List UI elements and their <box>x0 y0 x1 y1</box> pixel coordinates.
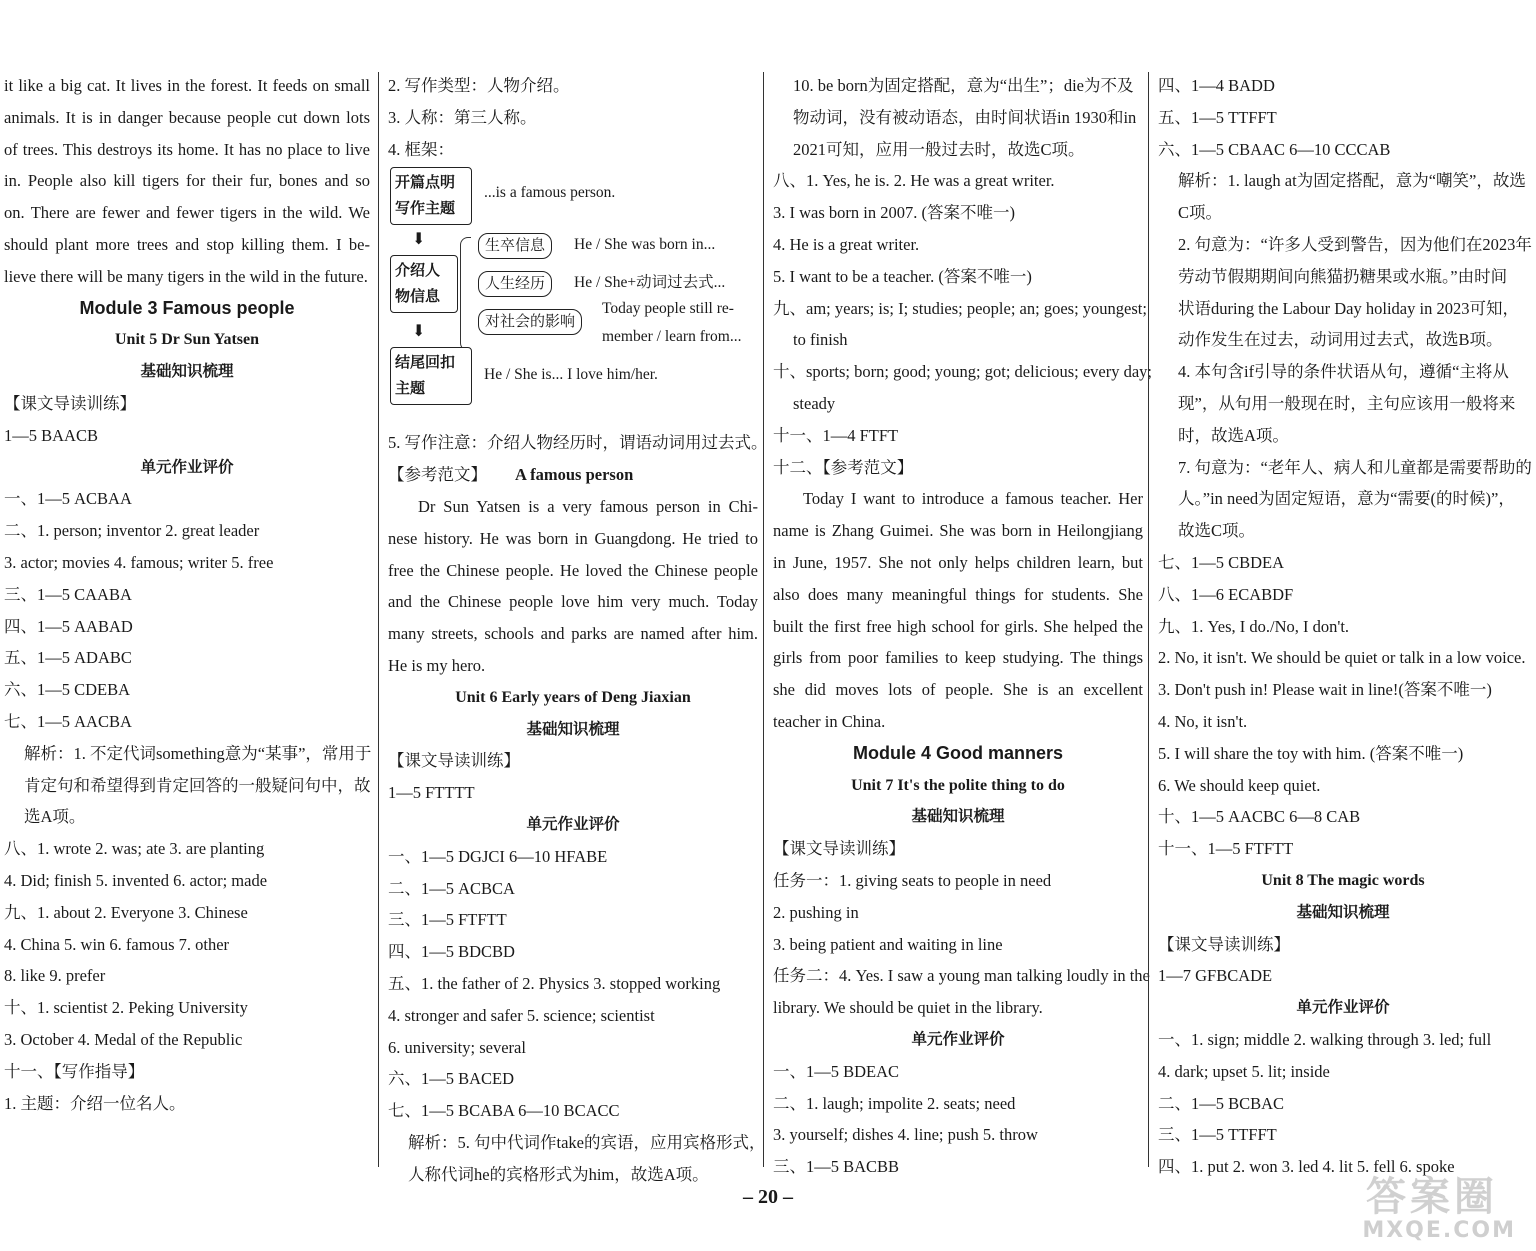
text-line: 十、1. scientist 2. Peking University <box>4 998 248 1018</box>
text-line: 4. 本句含if引导的条件状语从句，遵循“主将从 <box>1178 362 1509 382</box>
column-2 <box>388 70 768 1184</box>
section-heading: 单元作业评价 <box>911 1030 1005 1048</box>
column-divider <box>763 72 764 1167</box>
text-line: 3. Don't push in! Please wait in line!(答案不唯一) <box>1158 680 1492 700</box>
text-line: 解析：5. 句中代词作take的宾语，应用宾格形式， <box>408 1132 766 1152</box>
column-divider <box>1148 72 1149 1167</box>
text-line: built the first free high school for girls. She helped the <box>773 616 1143 636</box>
text-line: 三、1—5 CAABA <box>4 584 132 604</box>
text-line: 【课文导读训练】 <box>4 393 136 413</box>
text-line: 九、1. Yes, I do./No, I don't. <box>1158 616 1350 636</box>
framework-box-info: 介绍人物信息 <box>390 255 458 313</box>
text-line: 七、1—5 BCABA 6—10 BCACC <box>388 1101 620 1121</box>
text-line: Today I want to introduce a famous teacher. Her <box>803 489 1143 509</box>
column-1 <box>4 70 370 1170</box>
framework-box-ending: 结尾回扣主题 <box>390 347 472 405</box>
text-line: 【课文导读训练】 <box>773 839 905 859</box>
text-line: 十、1—5 AACBC 6—8 CAB <box>1158 807 1361 827</box>
text-line: 一、1—5 ACBAA <box>4 489 132 509</box>
text-line: 八、1. Yes, he is. 2. He was a great writer. <box>773 171 1055 191</box>
section-heading: 基础知识梳理 <box>526 720 620 738</box>
text-line: 任务二：4. Yes. I saw a young man talking loudly in the <box>773 966 1150 986</box>
text-line: in. People also kill tigers for their fur, bones and so <box>4 171 370 191</box>
text-line: 4. No, it isn't. <box>1158 711 1248 731</box>
reference-essay-title <box>388 459 758 491</box>
text-line: steady <box>793 393 836 413</box>
text-line: 2. No, it isn't. We should be quiet or talk in a low voice. <box>1158 648 1526 668</box>
text-line: 四、1. put 2. won 3. led 4. lit 5. fell 6. spoke <box>1158 1157 1455 1177</box>
text-line: 四、1—4 BADD <box>1158 76 1275 95</box>
text-line: lieve there will be many tigers in the wild in the future. <box>4 266 368 286</box>
text-line: should plant more trees and stop killing them. I be- <box>4 234 370 254</box>
text-line: 现”，从句用一般现在时，主句应该用一般将来 <box>1178 393 1516 413</box>
text-line: on. There are fewer and fewer tigers in the wild. We <box>4 203 370 223</box>
text-line: 4. He is a great writer. <box>773 234 920 254</box>
text-line: library. We should be quiet in the library. <box>773 998 1043 1018</box>
text-line: 任务一：1. giving seats to people in need <box>773 870 1052 890</box>
framework-pill-influence: 对社会的影响 <box>478 309 582 335</box>
page-number: – 20 – <box>743 1186 793 1208</box>
reference-label: 【参考范文】 <box>388 465 487 485</box>
section-heading: 单元作业评价 <box>140 458 234 476</box>
text-line: it like a big cat. It lives in the forest. It feeds on small <box>4 76 370 95</box>
text-line: 四、1—5 AABAD <box>4 616 133 636</box>
text-line: 三、1—5 TTFFT <box>1158 1125 1277 1145</box>
text-line: 4. China 5. win 6. famous 7. other <box>4 934 230 954</box>
framework-box-opening: 开篇点明写作主题 <box>390 167 472 225</box>
text-line: girls from poor families to keep studying. The things <box>773 648 1143 668</box>
text-line: 【课文导读训练】 <box>1158 934 1290 954</box>
text-line: nese history. He was born in Guangdong. He tried to <box>388 528 758 548</box>
text-line: 4. dark; upset 5. lit; inside <box>1158 1061 1330 1081</box>
text-line: 1—7 GFBCADE <box>1158 966 1273 986</box>
text-line: to finish <box>793 330 848 350</box>
text-line: 5. I want to be a teacher. (答案不唯一) <box>773 266 1032 286</box>
text-line: 状语during the Labour Day holiday in 2023可知， <box>1178 298 1519 318</box>
unit-heading: Unit 7 It's the polite thing to do <box>851 776 1065 794</box>
text-line: 九、1. about 2. Everyone 3. Chinese <box>4 902 248 922</box>
text-line: 六、1—5 CDEBA <box>4 680 131 700</box>
text-line: 人称代词he的宾格形式为him，故选A项。 <box>408 1164 709 1184</box>
text-line: 八、1. wrote 2. was; ate 3. are planting <box>4 839 265 859</box>
writing-framework-diagram <box>388 165 758 427</box>
text-line: 六、1—5 BACED <box>388 1069 515 1089</box>
text-line: 解析：1. laugh at为固定搭配，意为“嘲笑”，故选 <box>1178 171 1526 191</box>
text-line: 10. be born为固定搭配，意为“出生”；die为不及 <box>793 76 1134 95</box>
framework-life-sentence: He / She+动词过去式... <box>574 274 726 292</box>
text-line: of trees. This destroys its home. It has no place to live <box>4 139 370 159</box>
text-line: 选A项。 <box>24 807 86 827</box>
text-line: 七、1—5 CBDEA <box>1158 552 1285 572</box>
text-line: 十一、1—4 FTFT <box>773 425 899 445</box>
text-line: 五、1. the father of 2. Physics 3. stopped working <box>388 973 721 993</box>
framework-influence-sentence-1: Today people still re- <box>602 300 734 318</box>
text-line: 六、1—5 CBAAC 6—10 CCCAB <box>1158 139 1391 159</box>
text-line: 三、1—5 BACBB <box>773 1157 900 1177</box>
text-line: 2. 句意为：“许多人受到警告，因为他们在2023年 <box>1178 234 1532 254</box>
unit-heading: Unit 8 The magic words <box>1261 871 1425 889</box>
arrow-down-icon: ⬇ <box>412 323 426 341</box>
text-line: many streets, schools and parks are named after him. <box>388 624 758 644</box>
text-line: 8. like 9. prefer <box>4 966 106 986</box>
framework-opening-sentence: ...is a famous person. <box>484 184 616 202</box>
text-line: 十、sports; born; good; young; got; delicious; every day; <box>773 362 1153 382</box>
text-line: C项。 <box>1178 203 1223 223</box>
text-line: 一、1—5 BDEAC <box>773 1061 900 1081</box>
text-line: 【课文导读训练】 <box>388 751 520 771</box>
text-line: 二、1—5 ACBCA <box>388 878 515 898</box>
text-line: 3. I was born in 2007. (答案不唯一) <box>773 203 1015 223</box>
framework-pill-life: 人生经历 <box>478 271 552 297</box>
text-line: 二、1. laugh; impolite 2. seats; need <box>773 1093 1016 1113</box>
text-line: 4. 框架： <box>388 139 454 159</box>
text-line: 3. actor; movies 4. famous; writer 5. free <box>4 552 274 572</box>
module-heading: Module 4 Good manners <box>852 742 1064 763</box>
text-line: 二、1—5 BCBAC <box>1158 1093 1285 1113</box>
text-line: 2. 写作类型：人物介绍。 <box>388 76 570 95</box>
text-line: animals. It is in danger because people cut down lots <box>4 107 370 127</box>
text-line: name is Zhang Guimei. She was born in Heilongjiang <box>773 521 1143 541</box>
text-line: 十一、1—5 FTFTT <box>1158 839 1294 859</box>
text-line: 一、1—5 DGJCI 6—10 HFABE <box>388 846 608 866</box>
text-line: 1—5 FTTTT <box>388 783 475 803</box>
text-line: 6. university; several <box>388 1037 526 1057</box>
text-line: also does many meaningful things for students. She <box>773 584 1143 604</box>
text-line: 二、1. person; inventor 2. great leader <box>4 521 260 541</box>
text-line: 三、1—5 FTFTT <box>388 910 507 930</box>
text-line: she did moves lots of people. She is an excellent <box>773 680 1143 700</box>
module-heading: Module 3 Famous people <box>79 297 295 318</box>
text-line: 6. We should keep quiet. <box>1158 775 1321 795</box>
text-line: 故选C项。 <box>1178 521 1256 541</box>
watermark-text-en: MXQE.COM <box>1362 1218 1516 1243</box>
text-line: 2. pushing in <box>773 902 859 922</box>
text-line: 4. stronger and safer 5. science; scientist <box>388 1005 655 1025</box>
text-line: and the Chinese people love him very much. Today <box>388 592 758 612</box>
text-line: 7. 句意为：“老年人、病人和儿童都是需要帮助的 <box>1178 457 1532 477</box>
text-line: 十一、【写作指导】 <box>4 1061 145 1081</box>
text-line: 1. 主题：介绍一位名人。 <box>4 1093 186 1113</box>
text-line: in June, 1957. She not only helps children learn, but <box>773 552 1143 572</box>
section-heading: 基础知识梳理 <box>911 808 1005 826</box>
text-line: 3. October 4. Medal of the Republic <box>4 1029 243 1049</box>
text-line: 四、1—5 BDCBD <box>388 942 515 962</box>
column-4 <box>1158 70 1532 1177</box>
text-line: 4. Did; finish 5. invented 6. actor; made <box>4 870 268 890</box>
text-line: Dr Sun Yatsen is a very famous person in Chi- <box>418 496 758 516</box>
text-line: 3. being patient and waiting in line <box>773 934 1003 954</box>
framework-birth-sentence: He / She was born in... <box>574 236 716 254</box>
text-line: 1—5 BAACB <box>4 425 98 445</box>
unit-heading: Unit 6 Early years of Deng Jiaxian <box>455 688 691 706</box>
text-line: 3. 人称：第三人称。 <box>388 107 537 127</box>
text-line: 物动词，没有被动语态，由时间状语in 1930和in <box>793 107 1137 127</box>
framework-ending-sentence: He / She is... I love him/her. <box>484 366 658 384</box>
text-line: free the Chinese people. He loved the Chinese people <box>388 560 758 580</box>
section-heading: 基础知识梳理 <box>1296 903 1390 921</box>
framework-influence-sentence-2: member / learn from... <box>602 328 742 346</box>
section-heading: 基础知识梳理 <box>140 363 234 381</box>
text-line: 五、1—5 TTFFT <box>1158 107 1277 127</box>
text-line: He is my hero. <box>388 655 486 675</box>
framework-brace <box>460 237 471 351</box>
framework-pill-birth-death: 生卒信息 <box>478 233 552 259</box>
text-line: 七、1—5 AACBA <box>4 711 132 731</box>
reference-title: A famous person <box>515 465 634 485</box>
arrow-down-icon: ⬇ <box>412 231 426 249</box>
text-line: 解析：1. 不定代词something意为“某事”，常用于 <box>24 743 372 763</box>
section-heading: 单元作业评价 <box>526 815 620 833</box>
text-line: 八、1—6 ECABDF <box>1158 584 1294 604</box>
text-line: 2021可知，应用一般过去时，故选C项。 <box>793 139 1085 159</box>
watermark-text-cn: 答案圈 <box>1366 1174 1498 1220</box>
column-3 <box>773 70 1153 1177</box>
text-line: 劳动节假期期间向熊猫扔糖果或水瓶。”由时间 <box>1178 266 1508 286</box>
watermark-logo <box>1362 1165 1522 1245</box>
section-heading: 单元作业评价 <box>1296 999 1390 1017</box>
text-line: teacher in China. <box>773 711 886 731</box>
text-line: 人。”in need为固定短语，意为“需要(的时候)”， <box>1178 489 1515 509</box>
text-line: 3. yourself; dishes 4. line; push 5. throw <box>773 1125 1038 1145</box>
text-line: 5. I will share the toy with him. (答案不唯一) <box>1158 743 1464 763</box>
unit-heading: Unit 5 Dr Sun Yatsen <box>114 331 260 349</box>
text-line: 一、1. sign; middle 2. walking through 3. led; full <box>1158 1029 1492 1049</box>
text-line: 动作发生在过去，动词用过去式，故选B项。 <box>1178 330 1503 350</box>
column-divider <box>378 72 379 1167</box>
text-line: 时，故选A项。 <box>1178 425 1289 445</box>
text-line: 5. 写作注意：介绍人物经历时，谓语动词用过去式。 <box>388 433 768 453</box>
text-line: 九、am; years; is; I; studies; people; an; goes; youngest; <box>773 298 1147 318</box>
text-line: 肯定句和希望得到肯定回答的一般疑问句中，故 <box>24 775 371 795</box>
text-line: 十二、【参考范文】 <box>773 457 914 477</box>
text-line: 五、1—5 ADABC <box>4 648 132 668</box>
